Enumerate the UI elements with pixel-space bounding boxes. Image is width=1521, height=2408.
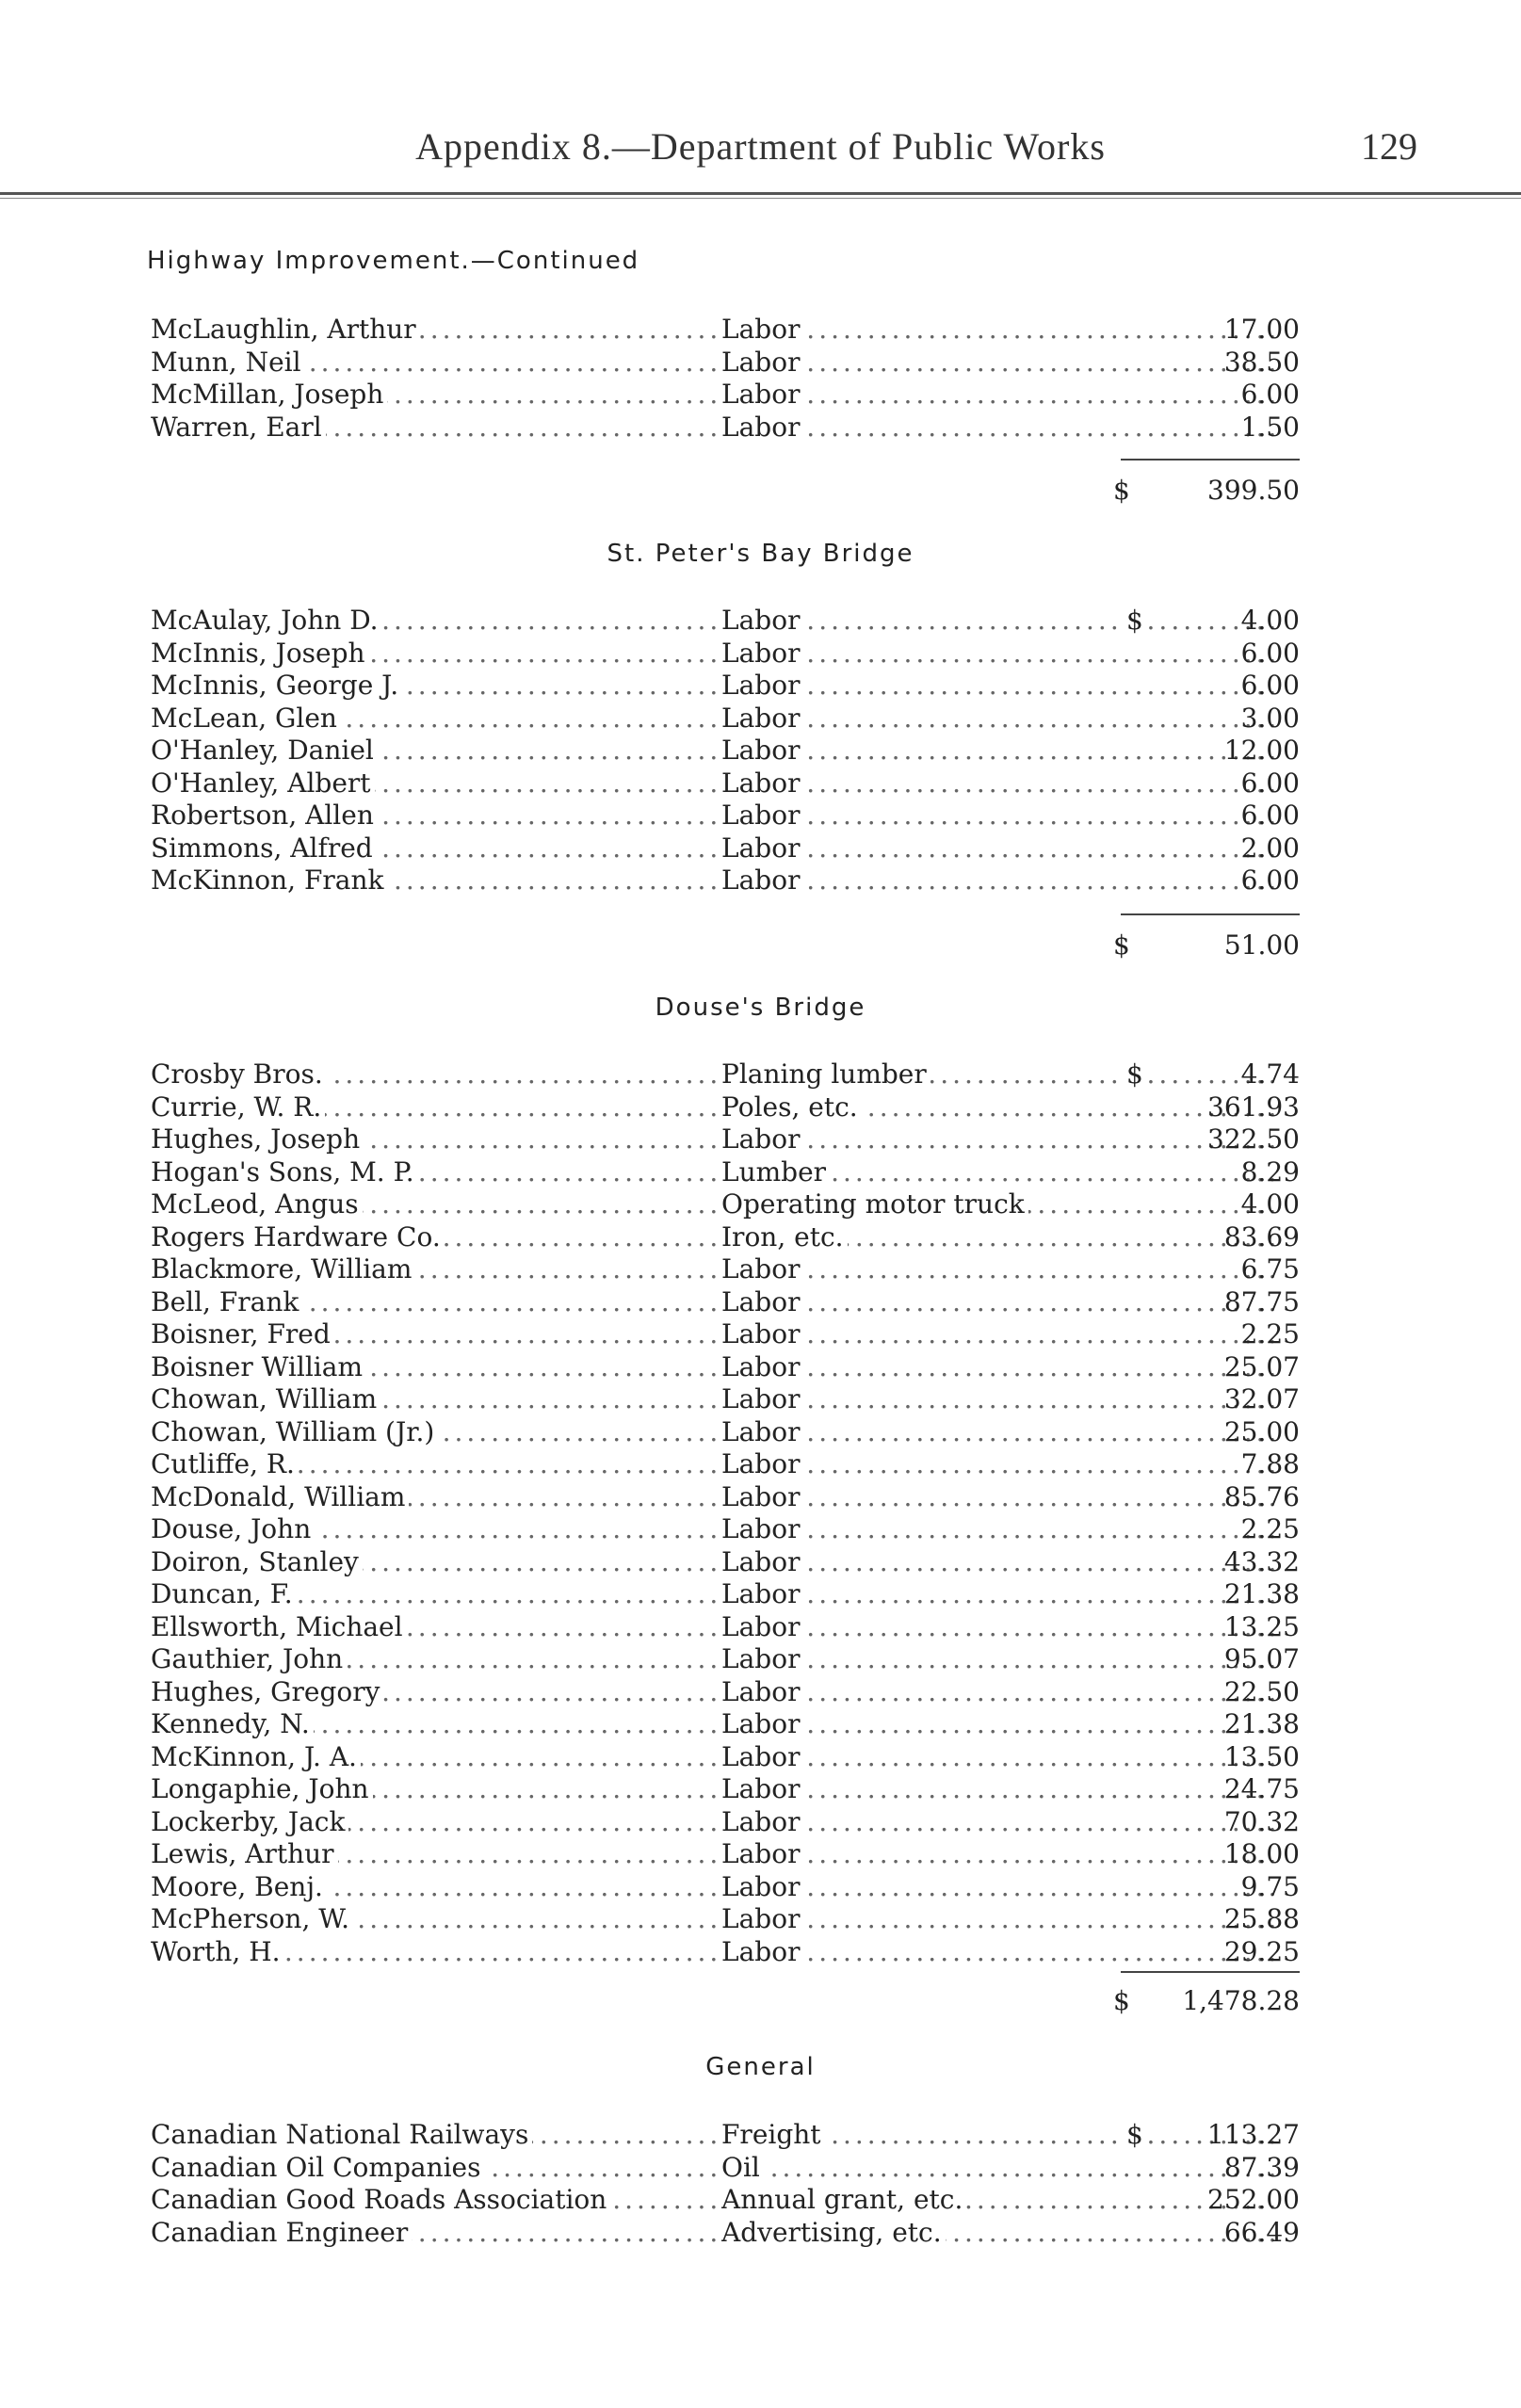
amount: 24.75	[1223, 1773, 1300, 1804]
amount: 87.39	[1223, 2151, 1300, 2183]
payee-cell	[151, 1221, 716, 1254]
section-rows-general	[151, 2119, 1300, 2249]
total-amount: 51.00	[1223, 929, 1300, 961]
ledger-row	[151, 1188, 1300, 1221]
ledger-row	[151, 1936, 1300, 1969]
item-description: Labor	[721, 703, 803, 734]
item-description: Freight	[721, 2119, 825, 2150]
item-description: Labor	[721, 1676, 803, 1707]
ledger-row	[151, 703, 1300, 735]
header-rule-thin	[0, 198, 1521, 199]
payee-name: Longaphie, John	[151, 1773, 373, 1804]
payee-cell	[151, 1936, 716, 1969]
dollar-sign: $	[1123, 1059, 1143, 1091]
payee-cell	[151, 1871, 716, 1904]
payee-cell	[151, 1611, 716, 1644]
item-description: Labor	[721, 800, 803, 831]
payee-name: Cutliffe, R.	[151, 1448, 299, 1479]
ledger-row	[151, 1708, 1300, 1741]
ledger-row	[151, 347, 1300, 380]
ledger-row	[151, 1286, 1300, 1319]
payee-name: O'Hanley, Albert	[151, 768, 375, 799]
amount: 4.74	[1240, 1059, 1300, 1090]
amount: 43.32	[1223, 1545, 1300, 1577]
total-rule	[1121, 1971, 1300, 1973]
section-title-general: General	[705, 2053, 816, 2081]
amount: 13.25	[1223, 1610, 1300, 1642]
payee-cell	[151, 412, 716, 444]
ledger-row	[151, 1156, 1300, 1189]
amount: 66.49	[1223, 2216, 1300, 2248]
section-title-highway: Highway Improvement.—Continued	[147, 247, 640, 275]
section-total-highway	[1113, 475, 1300, 507]
amount: 7.88	[1240, 1448, 1300, 1479]
payee-cell	[151, 1546, 716, 1579]
item-description: Labor	[721, 832, 803, 864]
payee-name: O'Hanley, Daniel	[151, 735, 378, 766]
amount: 361.93	[1207, 1091, 1300, 1123]
amount: 2.25	[1240, 1318, 1300, 1349]
ledger-row	[151, 1351, 1300, 1384]
amount: 3.00	[1240, 702, 1300, 734]
ledger-row	[151, 670, 1300, 703]
total-dollar-sign: $	[1113, 929, 1130, 961]
payee-cell	[151, 379, 716, 412]
payee-cell	[151, 1156, 716, 1189]
item-description: Labor	[721, 1546, 803, 1577]
amount: 6.00	[1240, 865, 1300, 896]
total-rule	[1121, 459, 1300, 461]
payee-cell	[151, 1286, 716, 1319]
payee-cell	[151, 1351, 716, 1384]
amount: 95.07	[1223, 1643, 1300, 1674]
amount: 21.38	[1223, 1708, 1300, 1739]
payee-name: Lockerby, Jack	[151, 1806, 348, 1837]
payee-name: McInnis, Joseph	[151, 638, 369, 669]
item-description: Lumber	[721, 1156, 830, 1188]
amount: 6.00	[1240, 767, 1300, 799]
page-header	[0, 124, 1521, 181]
section-total-st-peters-bay-bridge	[1113, 929, 1300, 962]
item-description: Labor	[721, 1416, 803, 1447]
payee-name: McLeod, Angus	[151, 1188, 363, 1220]
amount: 21.38	[1223, 1578, 1300, 1609]
item-description: Iron, etc.	[721, 1221, 848, 1252]
payee-cell	[151, 314, 716, 347]
ledger-row	[151, 1221, 1300, 1254]
ledger-row	[151, 638, 1300, 671]
ledger-row	[151, 1871, 1300, 1904]
payee-name: McLaughlin, Arthur	[151, 314, 420, 345]
amount: 13.50	[1223, 1740, 1300, 1772]
section-title-st-peters-bay-bridge: St. Peter's Bay Bridge	[607, 540, 914, 568]
amount: 17.00	[1223, 314, 1300, 345]
payee-cell	[151, 2119, 716, 2152]
item-description: Labor	[721, 638, 803, 669]
total-rule	[1121, 913, 1300, 915]
amount: 113.27	[1207, 2119, 1300, 2150]
item-description: Advertising, etc.	[721, 2217, 946, 2248]
ledger-row	[151, 1903, 1300, 1936]
item-description: Labor	[721, 1611, 803, 1642]
total-dollar-sign: $	[1113, 1985, 1130, 2016]
item-description: Labor	[721, 768, 803, 799]
ledger-row	[151, 1741, 1300, 1774]
ledger-row	[151, 768, 1300, 800]
item-description: Labor	[721, 1448, 803, 1479]
item-description: Labor	[721, 1773, 803, 1804]
payee-cell	[151, 1253, 716, 1286]
payee-cell	[151, 1416, 716, 1449]
ledger-row	[151, 1091, 1300, 1124]
page-title: Appendix 8.—Department of Public Works	[415, 125, 1106, 168]
amount: 18.00	[1223, 1838, 1300, 1869]
ledger-row	[151, 379, 1300, 412]
item-description: Annual grant, etc.	[721, 2184, 966, 2215]
item-description: Labor	[721, 1286, 803, 1317]
payee-name: Hughes, Gregory	[151, 1676, 383, 1707]
payee-name: Duncan, F.	[151, 1578, 297, 1609]
item-description: Poles, etc.	[721, 1091, 862, 1123]
amount: 9.75	[1240, 1870, 1300, 1902]
payee-cell	[151, 800, 716, 832]
payee-name: Moore, Benj.	[151, 1871, 327, 1902]
item-description: Labor	[721, 1513, 803, 1544]
dollar-sign: $	[1123, 605, 1143, 638]
payee-name: Worth, H.	[151, 1936, 284, 1967]
total-amount: 399.50	[1207, 475, 1300, 506]
section-rows-highway	[151, 314, 1300, 444]
payee-name: Robertson, Allen	[151, 800, 378, 831]
ledger-row	[151, 1383, 1300, 1416]
payee-cell	[151, 638, 716, 671]
payee-name: McPherson, W.	[151, 1903, 353, 1934]
ledger-row	[151, 800, 1300, 832]
dollar-sign: $	[1123, 2119, 1143, 2152]
ledger-row	[151, 1806, 1300, 1839]
payee-cell	[151, 1513, 716, 1546]
payee-name: Canadian Good Roads Association	[151, 2184, 610, 2215]
section-rows-st-peters-bay-bridge	[151, 605, 1300, 897]
payee-cell	[151, 1188, 716, 1221]
payee-name: Gauthier, John	[151, 1643, 347, 1674]
payee-name: McDonald, William	[151, 1481, 409, 1512]
item-description: Operating motor truck	[721, 1188, 1028, 1220]
payee-cell	[151, 703, 716, 735]
ledger-row	[151, 2217, 1300, 2250]
payee-cell	[151, 2152, 716, 2185]
item-description: Labor	[721, 605, 803, 636]
amount: 4.00	[1240, 605, 1300, 636]
payee-cell	[151, 1578, 716, 1611]
amount: 25.00	[1223, 1415, 1300, 1447]
amount: 32.07	[1223, 1383, 1300, 1414]
payee-name: McLean, Glen	[151, 703, 341, 734]
amount: 83.69	[1223, 1220, 1300, 1252]
item-description: Labor	[721, 735, 803, 766]
section-total-douses-bridge	[1113, 1985, 1300, 2017]
amount: 29.25	[1223, 1935, 1300, 1967]
item-description: Labor	[721, 1643, 803, 1674]
amount: 1.50	[1240, 411, 1300, 443]
amount: 6.75	[1240, 1253, 1300, 1285]
payee-cell	[151, 1903, 716, 1936]
amount: 6.00	[1240, 670, 1300, 701]
amount: 4.00	[1240, 1188, 1300, 1220]
payee-name: Warren, Earl	[151, 412, 326, 443]
amount: 85.76	[1223, 1480, 1300, 1512]
total-dollar-sign: $	[1113, 475, 1130, 506]
amount: 322.50	[1207, 1123, 1300, 1155]
amount: 2.25	[1240, 1513, 1300, 1544]
payee-name: McAulay, John D.	[151, 605, 382, 636]
ledger-row	[151, 1838, 1300, 1871]
ledger-row	[151, 1123, 1300, 1156]
item-description: Labor	[721, 865, 803, 896]
ledger-row	[151, 735, 1300, 768]
item-description: Labor	[721, 314, 803, 345]
payee-cell	[151, 1091, 716, 1124]
item-description: Labor	[721, 1123, 803, 1155]
ledger-row	[151, 1416, 1300, 1449]
payee-name: Douse, John	[151, 1513, 315, 1544]
payee-cell	[151, 347, 716, 380]
ledger-row	[151, 1253, 1300, 1286]
item-description: Labor	[721, 379, 803, 410]
payee-cell	[151, 1838, 716, 1871]
ledger-row	[151, 2119, 1300, 2152]
item-description: Labor	[721, 1741, 803, 1772]
payee-name: Lewis, Arthur	[151, 1838, 338, 1869]
payee-cell	[151, 1481, 716, 1514]
ledger-row	[151, 1546, 1300, 1579]
payee-cell	[151, 2217, 716, 2250]
item-description: Labor	[721, 1903, 803, 1934]
item-description: Labor	[721, 347, 803, 378]
ledger-row	[151, 1318, 1300, 1351]
amount: 8.29	[1240, 1156, 1300, 1188]
amount: 22.50	[1223, 1675, 1300, 1707]
payee-name: McInnis, George J.	[151, 670, 402, 701]
payee-cell	[151, 1708, 716, 1741]
payee-name: Canadian National Railways	[151, 2119, 532, 2150]
payee-cell	[151, 1448, 716, 1481]
payee-name: McKinnon, Frank	[151, 865, 388, 896]
item-description: Labor	[721, 1806, 803, 1837]
payee-cell	[151, 768, 716, 800]
amount: 70.32	[1223, 1805, 1300, 1837]
item-description: Labor	[721, 1838, 803, 1869]
amount: 87.75	[1223, 1285, 1300, 1317]
amount: 25.88	[1223, 1903, 1300, 1934]
payee-name: Hogan's Sons, M. P.	[151, 1156, 418, 1188]
ledger-row	[151, 1578, 1300, 1611]
payee-cell	[151, 1676, 716, 1709]
ledger-row	[151, 2152, 1300, 2185]
item-description: Labor	[721, 1481, 803, 1512]
item-description: Oil	[721, 2152, 764, 2183]
amount: 25.07	[1223, 1350, 1300, 1382]
payee-name: Boisner William	[151, 1351, 366, 1382]
ledger-row	[151, 1513, 1300, 1546]
ledger-row	[151, 314, 1300, 347]
payee-cell	[151, 605, 716, 638]
page-number: 129	[1361, 125, 1417, 168]
payee-cell	[151, 832, 716, 865]
payee-name: McKinnon, J. A.	[151, 1741, 361, 1772]
payee-name: Blackmore, William	[151, 1253, 415, 1285]
amount: 12.00	[1223, 735, 1300, 766]
payee-name: Hughes, Joseph	[151, 1123, 364, 1155]
item-description: Labor	[721, 1708, 803, 1739]
item-description: Labor	[721, 1578, 803, 1609]
payee-name: Rogers Hardware Co.	[151, 1221, 445, 1252]
payee-cell	[151, 1773, 716, 1806]
item-description: Labor	[721, 1383, 803, 1414]
payee-cell	[151, 865, 716, 897]
total-amount: 1,478.28	[1182, 1985, 1300, 2016]
payee-name: Chowan, William	[151, 1383, 380, 1414]
payee-name: Ellsworth, Michael	[151, 1611, 407, 1642]
payee-name: Boisner, Fred	[151, 1318, 334, 1349]
ledger-row	[151, 1611, 1300, 1644]
ledger-row	[151, 1676, 1300, 1709]
ledger-row	[151, 832, 1300, 865]
payee-cell	[151, 1383, 716, 1416]
payee-cell	[151, 1741, 716, 1774]
payee-cell	[151, 1059, 716, 1091]
amount: 6.00	[1240, 637, 1300, 669]
payee-name: Munn, Neil	[151, 347, 305, 378]
item-description: Labor	[721, 1936, 803, 1967]
ledger-row	[151, 1059, 1300, 1091]
payee-cell	[151, 1643, 716, 1676]
payee-name: Canadian Oil Companies	[151, 2152, 485, 2183]
header-rule	[0, 192, 1521, 195]
payee-cell	[151, 735, 716, 768]
section-rows-douses-bridge	[151, 1059, 1300, 1968]
payee-cell	[151, 2184, 716, 2217]
item-description: Labor	[721, 412, 803, 443]
item-description: Labor	[721, 1351, 803, 1382]
payee-cell	[151, 1318, 716, 1351]
ledger-row	[151, 2184, 1300, 2217]
amount: 38.50	[1223, 346, 1300, 378]
amount: 6.00	[1240, 379, 1300, 410]
payee-name: Currie, W. R.	[151, 1091, 325, 1123]
payee-name: Kennedy, N.	[151, 1708, 314, 1739]
item-description: Labor	[721, 670, 803, 701]
payee-name: Chowan, William (Jr.)	[151, 1416, 438, 1447]
ledger-row	[151, 605, 1300, 638]
item-description: Labor	[721, 1318, 803, 1349]
ledger-row	[151, 1773, 1300, 1806]
ledger-row	[151, 1643, 1300, 1676]
section-title-douses-bridge: Douse's Bridge	[655, 994, 866, 1022]
ledger-row	[151, 412, 1300, 444]
payee-name: Simmons, Alfred	[151, 832, 377, 864]
payee-cell	[151, 1806, 716, 1839]
amount: 6.00	[1240, 800, 1300, 831]
amount: 2.00	[1240, 832, 1300, 864]
item-description: Labor	[721, 1253, 803, 1285]
payee-name: Bell, Frank	[151, 1286, 302, 1317]
ledger-row	[151, 1448, 1300, 1481]
item-description: Planing lumber	[721, 1059, 930, 1090]
ledger-row	[151, 1481, 1300, 1514]
ledger-row	[151, 865, 1300, 897]
payee-name: Crosby Bros.	[151, 1059, 327, 1090]
payee-name: Doiron, Stanley	[151, 1546, 363, 1577]
payee-cell	[151, 670, 716, 703]
payee-cell	[151, 1123, 716, 1156]
item-description: Labor	[721, 1871, 803, 1902]
payee-name: Canadian Engineer	[151, 2217, 412, 2248]
payee-name: McMillan, Joseph	[151, 379, 387, 410]
amount: 252.00	[1207, 2184, 1300, 2215]
